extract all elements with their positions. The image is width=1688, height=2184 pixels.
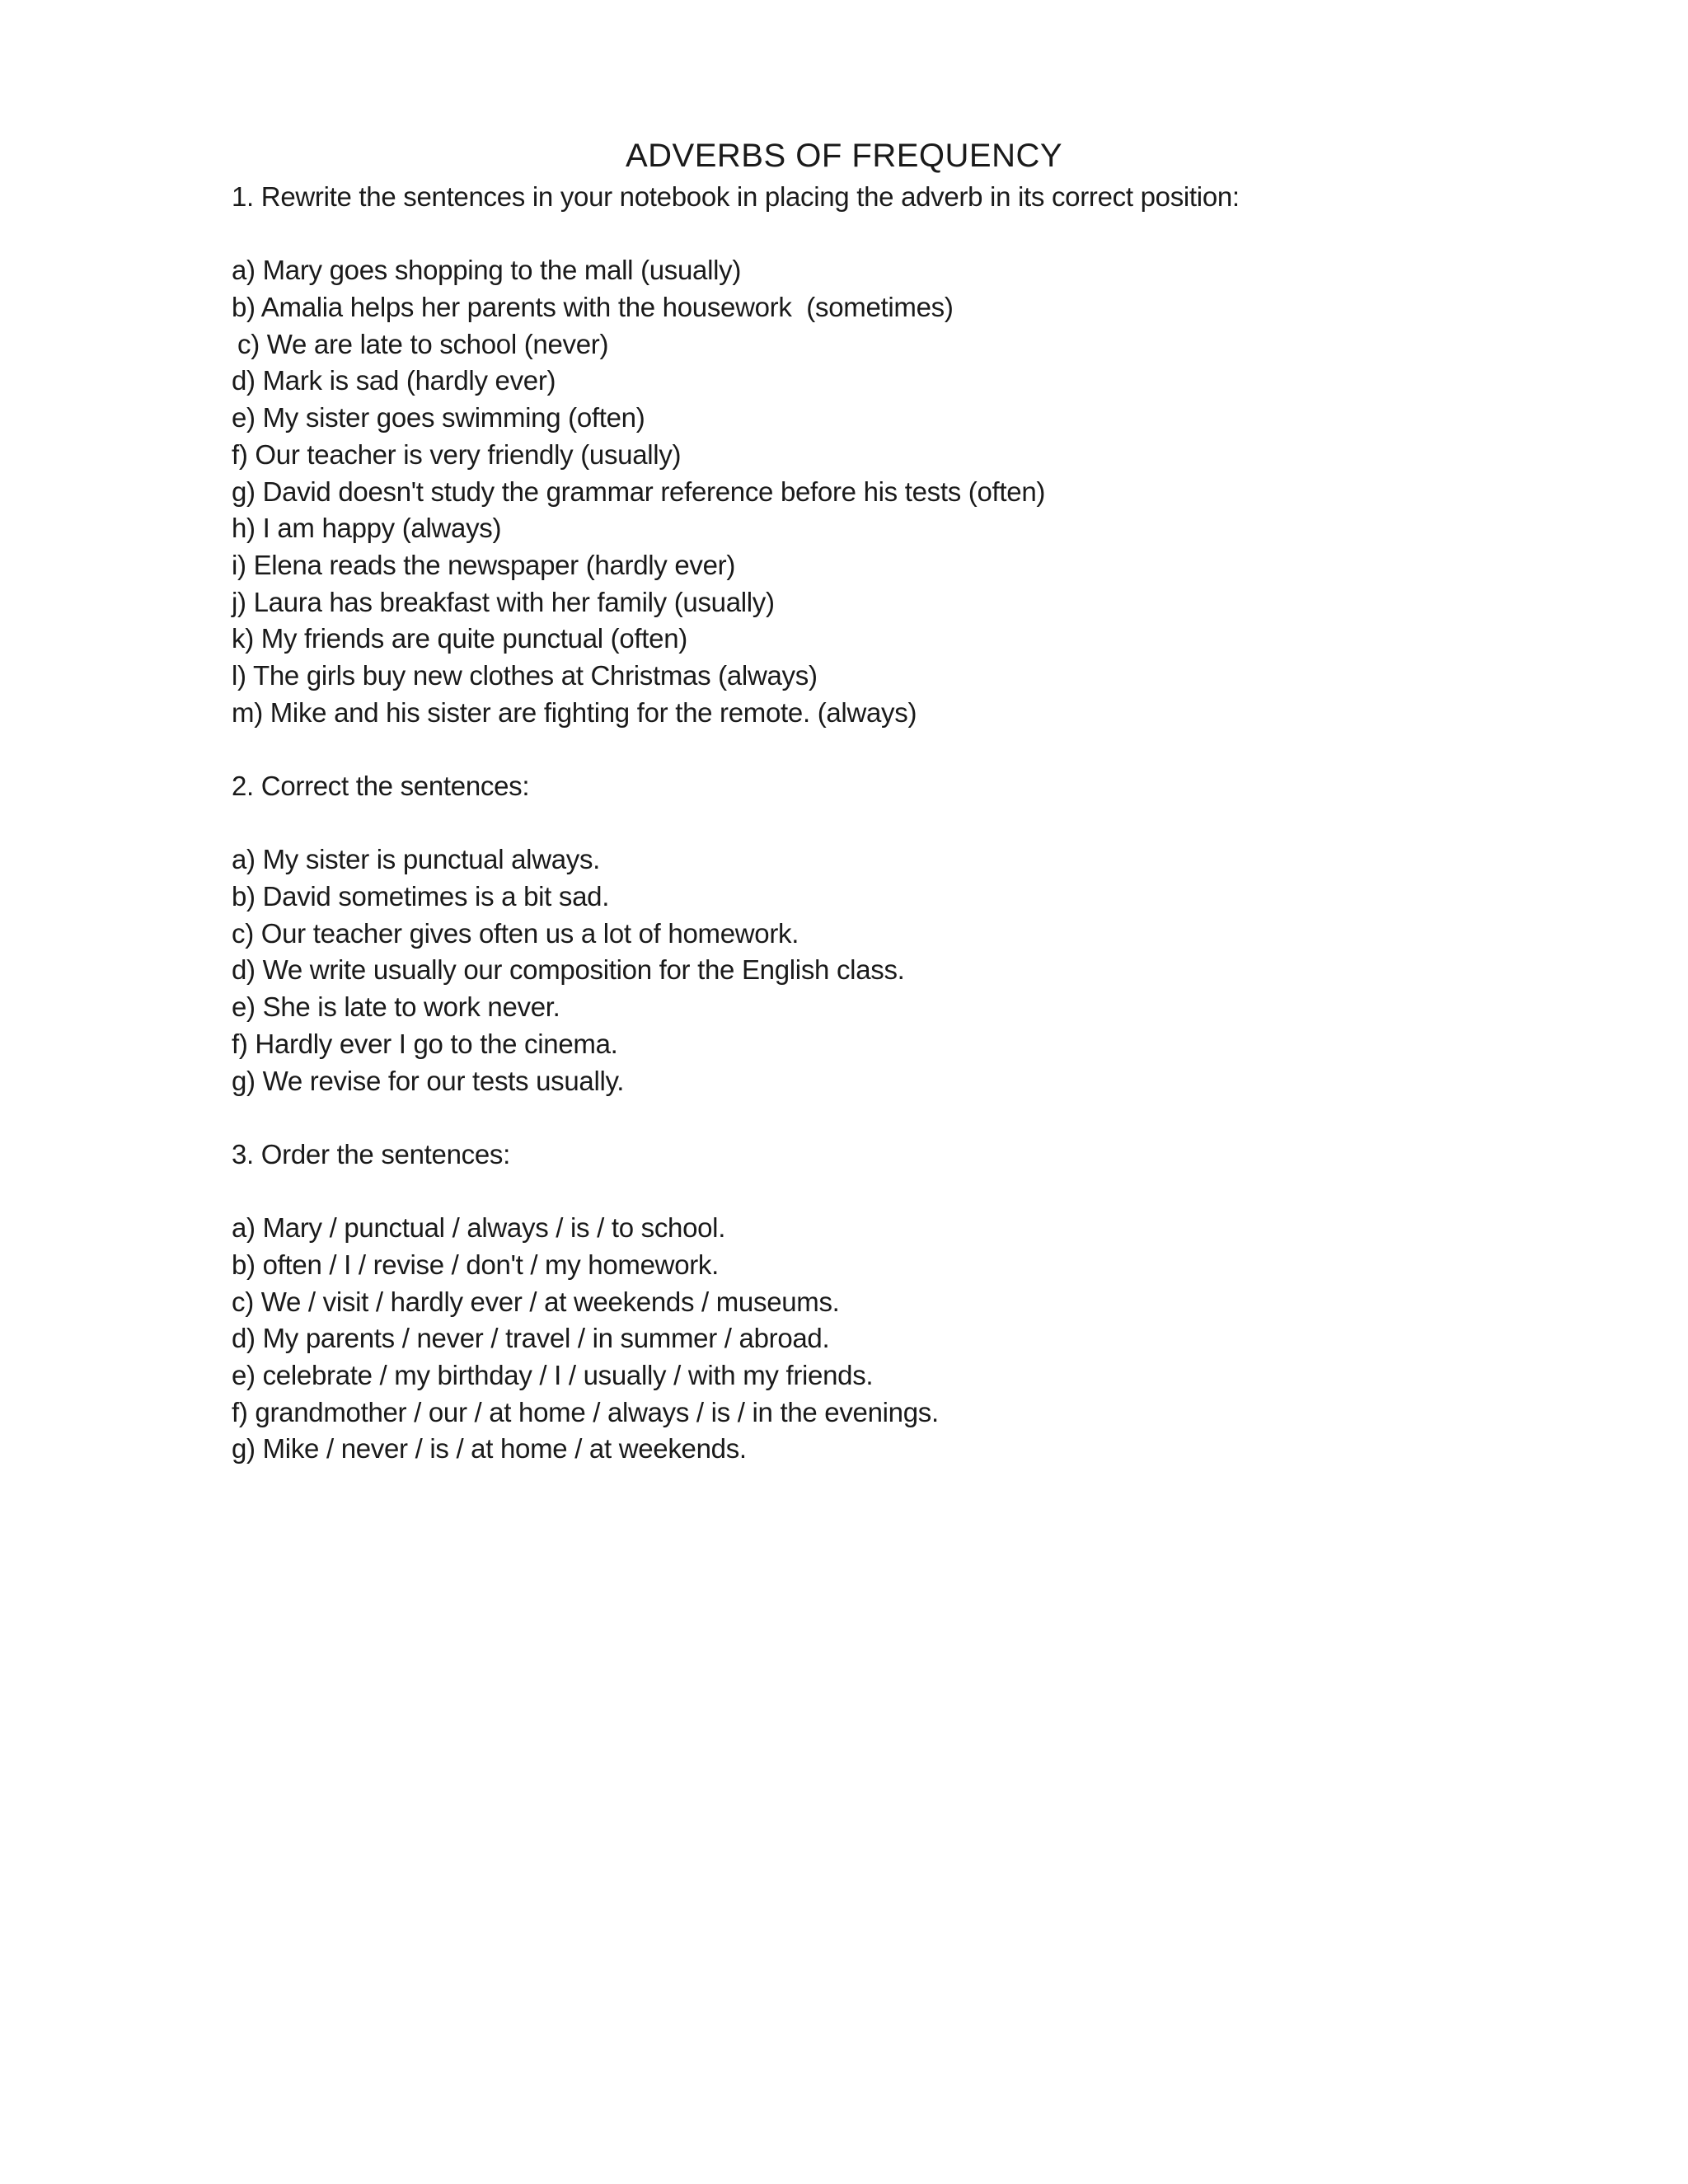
exercise-2-item-c: c) Our teacher gives often us a lot of homework. — [232, 917, 799, 949]
exercise-3-item-a: a) Mary / punctual / always / is / to school. — [232, 1212, 726, 1244]
exercise-1-item-e: e) My sister goes swimming (often) — [232, 402, 645, 434]
exercise-2-item-b: b) David sometimes is a bit sad. — [232, 881, 610, 912]
exercise-1-item-b: b) Amalia helps her parents with the housework (sometimes) — [232, 292, 954, 323]
page-title: ADVERBS OF FREQUENCY — [625, 138, 1063, 174]
exercise-3-item-d: d) My parents / never / travel / in summer / abroad. — [232, 1323, 830, 1354]
spacer — [232, 731, 1633, 768]
spacer — [232, 1099, 1633, 1137]
exercise-3-item-b: b) often / I / revise / don't / my homework. — [232, 1249, 720, 1280]
exercise-1-item-k: k) My friends are quite punctual (often) — [232, 623, 687, 654]
exercise-1-item-f: f) Our teacher is very friendly (usually) — [232, 438, 682, 470]
exercise-1-item-m: m) Mike and his sister are fighting for the remote. (always) — [232, 696, 917, 728]
exercise-3-item-e: e) celebrate / my birthday / I / usually / with my friends. — [232, 1360, 874, 1390]
spacer — [232, 805, 1633, 842]
worksheet-content — [232, 179, 1633, 1468]
exercise-2-item-g: g) We revise for our tests usually. — [232, 1065, 625, 1096]
exercise-1-item-d: d) Mark is sad (hardly ever) — [232, 365, 556, 396]
exercise-1-item-a: a) Mary goes shopping to the mall (usually) — [232, 255, 742, 286]
exercise-1-item-l: l) The girls buy new clothes at Christmas (always) — [232, 659, 818, 691]
exercise-2-item-d: d) We write usually our composition for the English class. — [232, 954, 905, 986]
exercise-3-item-c: c) We / visit / hardly ever / at weekends / museums. — [232, 1286, 840, 1317]
exercise-2-item-f: f) Hardly ever I go to the cinema. — [232, 1028, 618, 1059]
spacer — [232, 1174, 1633, 1211]
exercise-1-item-c: c) We are late to school (never) — [237, 328, 609, 359]
exercise-2-item-a: a) My sister is punctual always. — [232, 844, 601, 875]
exercise-3-item-g: g) Mike / never / is / at home / at weekends. — [232, 1433, 747, 1465]
exercise-1-item-g: g) David doesn't study the grammar reference before his tests (often) — [232, 476, 1046, 507]
exercise-1-item-h: h) I am happy (always) — [232, 513, 502, 544]
section-1-heading: 1. Rewrite the sentences in your notebook in placing the adverb in its correct position: — [232, 181, 1240, 212]
section-3-heading: 3. Order the sentences: — [232, 1138, 510, 1169]
exercise-1-item-i: i) Elena reads the newspaper (hardly ever) — [232, 549, 736, 580]
section-2-heading: 2. Correct the sentences: — [232, 771, 530, 801]
exercise-2-item-e: e) She is late to work never. — [232, 991, 560, 1023]
exercise-1-item-j: j) Laura has breakfast with her family (usually) — [232, 586, 775, 617]
exercise-3-item-f: f) grandmother / our / at home / always / is / in the evenings. — [232, 1396, 939, 1427]
spacer — [232, 216, 1633, 253]
